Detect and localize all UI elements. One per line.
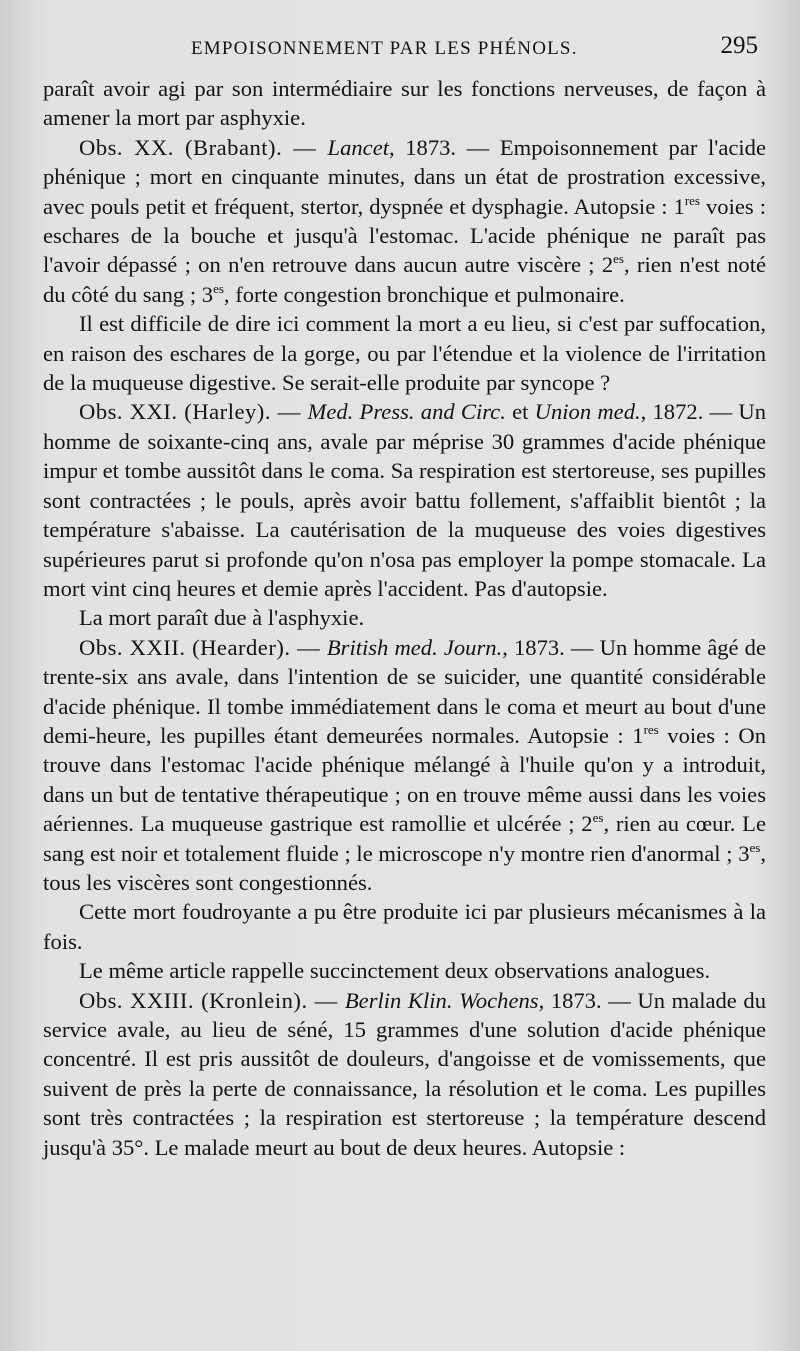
paragraph-continuation: paraît avoir agi par son intermédiaire sur les fonctions nerveuses, de façon à amener la mort par asphyxie. xyxy=(43,76,766,131)
source-title: Berlin Klin. Wochens xyxy=(344,987,539,1013)
paragraph-commentary: Cette mort foudroyante a pu être produite ici par plusieurs mécanismes à la fois. xyxy=(43,899,766,954)
observation-label: Obs. XXIII. (Kronlein). — xyxy=(79,987,345,1013)
observation-21: Obs. XXI. (Harley). — Med. Press. and Circ. et Union med., 1872. — Un homme de soixante-cinq ans, avale par méprise 30 grammes d'acide phénique impur et tombe aussitôt dans le coma. Sa respiration est stertoreuse, ses pupilles sont contractées ; le pouls, après avoir battu follement, s'affaiblit bientôt ; la température s'abaisse. La cautérisation de la muqueuse des voies digestives supérieures parut si profonde qu'on n'osa pas employer la pompe stomacale. La mort vint cinq heures et demie après l'accident. Pas d'autopsie. xyxy=(43,399,767,601)
running-title: EMPOISONNEMENT PAR LES PHÉNOLS. xyxy=(191,38,578,59)
observation-20: Obs. XX. (Brabant). — Lancet, 1873. — Empoisonnement par l'acide phénique ; mort en cinquante minutes, dans un état de prostration excessive, avec pouls petit et fréquent, stertor, dyspnée et dysphagie. Autopsie : 1res voies : eschares de la bouche et jusqu'à l'estomac. L'acide phénique ne paraît pas l'avoir dépassé ; on n'en retrouve dans aucun autre viscère ; $2^{es}$, rien n'est noté du côté du sang ; $3^{es}$, forte congestion bronchique et pulmonaire. xyxy=(43,134,766,307)
source-title: Med. Press. and Circ. xyxy=(307,399,506,425)
page-number: 295 xyxy=(720,32,758,59)
paragraph-commentary: Il est difficile de dire ici comment la mort a eu lieu, si c'est par suffocation, en raison des eschares de la gorge, ou par l'étendue et la violence de l'irritation de la muqueuse digestive. Se serait-elle produite par syncope ? xyxy=(43,311,766,396)
page-header xyxy=(43,30,766,74)
observation-22: Obs. XXII. (Hearder). — British med. Journ., 1873. — Un homme âgé de trente-six ans avale, dans l'intention de se suicider, une quantité considérable d'acide phénique. Il tombe immédiatement dans le coma et meurt au bout d'une demi-heure, les pupilles étant demeurées normales. Autopsie : 1res voies : On trouve dans l'estomac l'acide phénique mélangé à l'huile qu'on y a introduit, dans un but de tentative thérapeutique ; on en trouve même aussi dans les voies aériennes. La muqueuse gastrique est ramollie et ulcérée ; $2^{es}$, rien au cœur. Le sang est noir et totalement fluide ; le microscope n'y montre rien d'anormal ; $3^{es}$, tous les viscères sont congestionnés. xyxy=(43,634,767,895)
observation-label: Obs. XXII. (Hearder). — xyxy=(79,634,327,660)
observation-label: Obs. XX. (Brabant). — xyxy=(79,134,328,160)
paragraph-commentary: Le même article rappelle succinctement deux observations analogues. xyxy=(79,958,711,984)
source-title: Union med. xyxy=(534,399,641,425)
observation-23: Obs. XXIII. (Kronlein). — Berlin Klin. Wochens, 1873. — Un malade du service avale, au lieu de séné, 15 grammes d'une solution d'acide phénique concentré. Il est pris aussitôt de douleurs, d'angoisse et de vomissements, que suivent de près la perte de connaissance, la résolution et le coma. Les pupilles sont très contractées ; la respiration est stertoreuse ; la température descend jusqu'à 35°. Le malade meurt au bout de deux heures. Autopsie : xyxy=(43,987,767,1160)
observation-label: Obs. XXI. (Harley). — xyxy=(79,399,308,425)
source-title: Lancet xyxy=(327,134,389,160)
paragraph-short: La mort paraît due à l'asphyxie. xyxy=(79,605,365,631)
source-title: British med. Journ. xyxy=(326,634,503,660)
body-text xyxy=(43,74,766,1162)
